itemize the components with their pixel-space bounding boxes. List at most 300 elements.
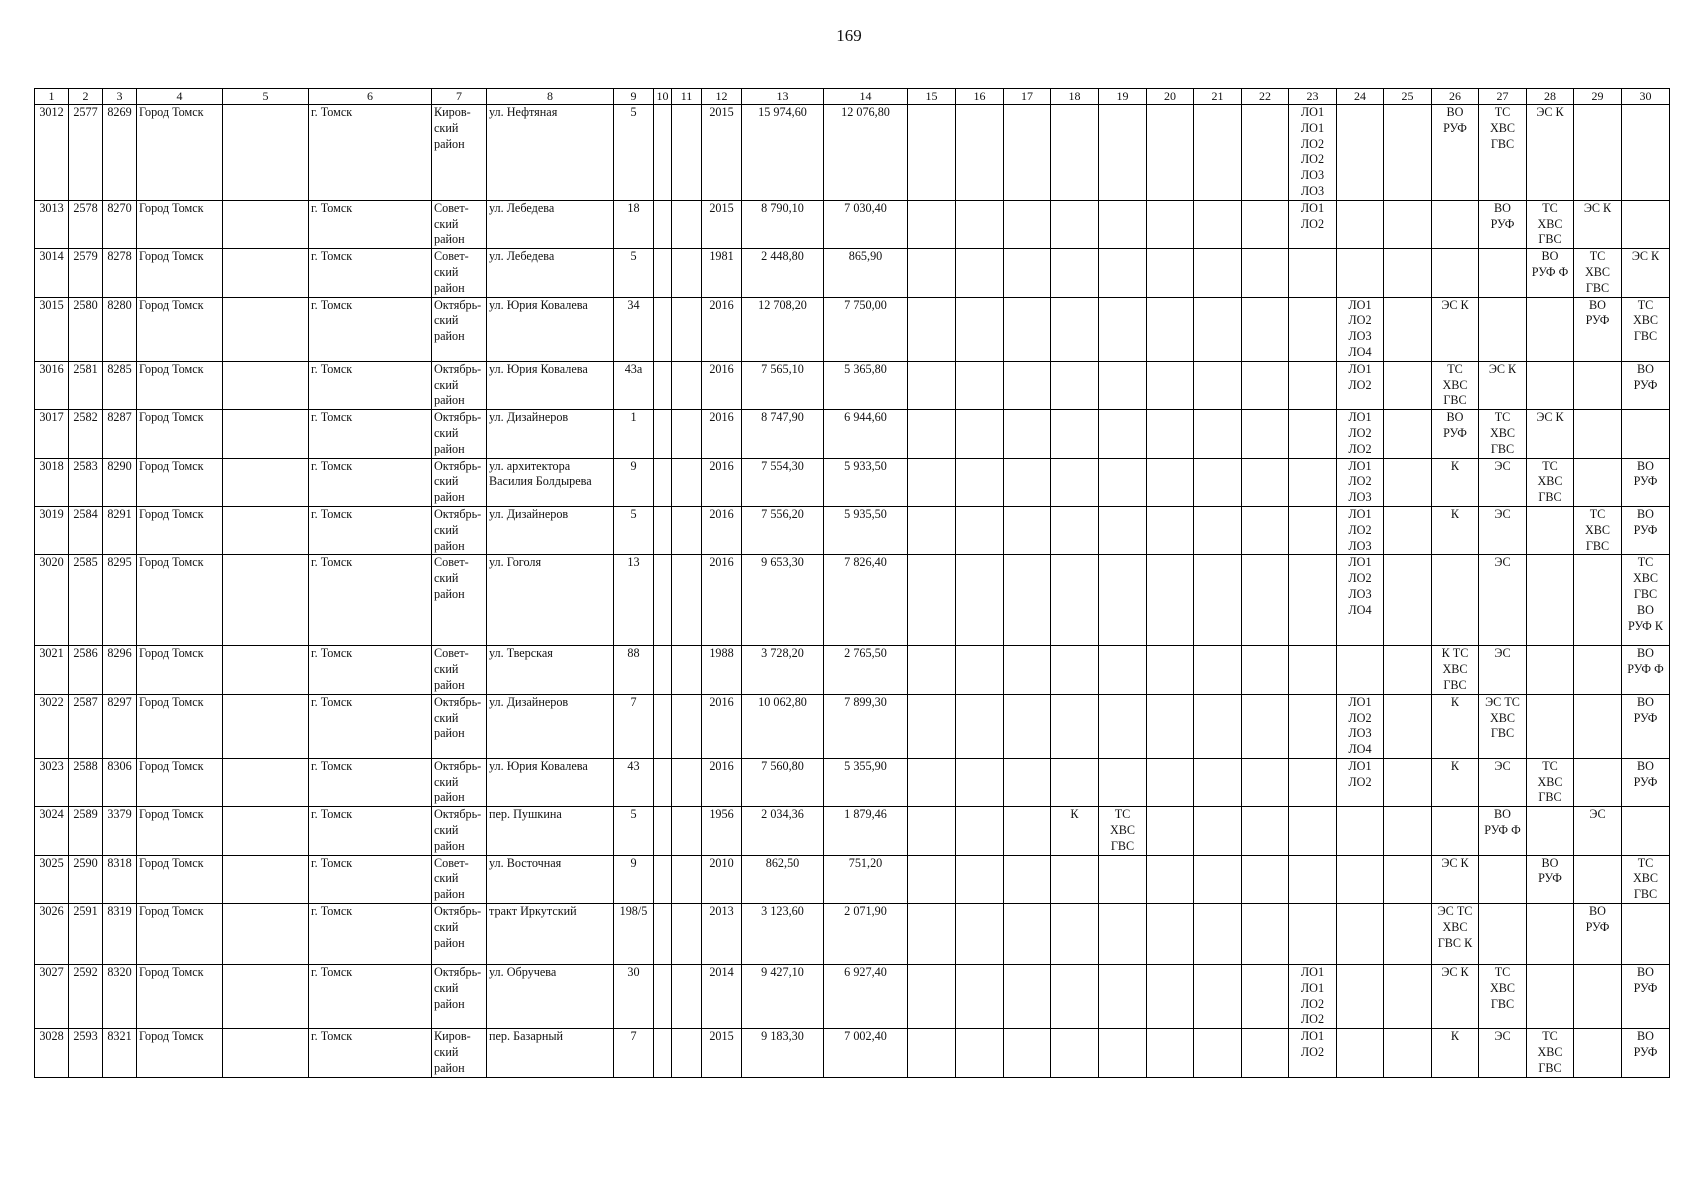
cell-col-11	[672, 249, 702, 297]
cell-col-8: ул. Юрия Ковалева	[487, 361, 614, 409]
cell-col-18	[1051, 758, 1099, 806]
cell-col-10	[654, 758, 672, 806]
cell-col-10	[654, 965, 672, 1029]
cell-col-5	[223, 646, 309, 694]
cell-col-25	[1384, 361, 1432, 409]
cell-col-5	[223, 200, 309, 248]
cell-col-25	[1384, 249, 1432, 297]
cell-col-29	[1574, 965, 1622, 1029]
column-header-7: 7	[432, 89, 487, 105]
cell-col-14: 5 355,90	[824, 758, 908, 806]
cell-col-22	[1242, 904, 1289, 965]
cell-col-18	[1051, 297, 1099, 361]
column-header-11: 11	[672, 89, 702, 105]
cell-col-22	[1242, 361, 1289, 409]
cell-col-25	[1384, 694, 1432, 758]
cell-col-21	[1194, 855, 1242, 903]
cell-col-19	[1099, 694, 1147, 758]
cell-col-4: Город Томск	[137, 904, 223, 965]
cell-col-19	[1099, 965, 1147, 1029]
cell-col-17	[1004, 646, 1051, 694]
cell-col-4: Город Томск	[137, 694, 223, 758]
cell-col-3: 8320	[103, 965, 137, 1029]
column-header-24: 24	[1337, 89, 1384, 105]
cell-col-22	[1242, 297, 1289, 361]
cell-col-5	[223, 555, 309, 646]
cell-col-27: ЭС К	[1479, 361, 1527, 409]
cell-col-24	[1337, 646, 1384, 694]
cell-col-4: Город Томск	[137, 410, 223, 458]
cell-col-4: Город Томск	[137, 965, 223, 1029]
cell-col-27: ВО РУФ	[1479, 200, 1527, 248]
cell-col-21	[1194, 249, 1242, 297]
cell-col-8: тракт Иркутский	[487, 904, 614, 965]
cell-col-20	[1147, 410, 1194, 458]
cell-col-6: г. Томск	[309, 904, 432, 965]
cell-col-7: Октябрь- ский район	[432, 361, 487, 409]
cell-col-19	[1099, 297, 1147, 361]
cell-col-1: 3026	[35, 904, 69, 965]
table-row	[35, 361, 1670, 409]
cell-col-29: ЭС К	[1574, 200, 1622, 248]
cell-col-10	[654, 646, 672, 694]
cell-col-15	[908, 694, 956, 758]
cell-col-17	[1004, 904, 1051, 965]
cell-col-11	[672, 105, 702, 201]
column-header-22: 22	[1242, 89, 1289, 105]
cell-col-17	[1004, 1029, 1051, 1077]
cell-col-4: Город Томск	[137, 506, 223, 554]
cell-col-27: ЭС	[1479, 758, 1527, 806]
cell-col-22	[1242, 855, 1289, 903]
cell-col-8: ул. Лебедева	[487, 249, 614, 297]
cell-col-26	[1432, 200, 1479, 248]
cell-col-1: 3020	[35, 555, 69, 646]
cell-col-14: 7 899,30	[824, 694, 908, 758]
cell-col-6: г. Томск	[309, 965, 432, 1029]
cell-col-1: 3014	[35, 249, 69, 297]
cell-col-5	[223, 105, 309, 201]
cell-col-17	[1004, 855, 1051, 903]
column-header-8: 8	[487, 89, 614, 105]
cell-col-19: ТС ХВС ГВС	[1099, 807, 1147, 855]
column-header-5: 5	[223, 89, 309, 105]
cell-col-19	[1099, 758, 1147, 806]
cell-col-10	[654, 807, 672, 855]
cell-col-29	[1574, 855, 1622, 903]
cell-col-19	[1099, 855, 1147, 903]
cell-col-24: ЛО1 ЛО2 ЛО3 ЛО4	[1337, 694, 1384, 758]
cell-col-17	[1004, 105, 1051, 201]
cell-col-30	[1622, 200, 1670, 248]
cell-col-25	[1384, 410, 1432, 458]
cell-col-3: 8269	[103, 105, 137, 201]
cell-col-2: 2582	[69, 410, 103, 458]
cell-col-30: ВО РУФ	[1622, 758, 1670, 806]
cell-col-1: 3015	[35, 297, 69, 361]
column-header-13: 13	[742, 89, 824, 105]
cell-col-2: 2584	[69, 506, 103, 554]
cell-col-26: К	[1432, 758, 1479, 806]
cell-col-13: 9 653,30	[742, 555, 824, 646]
cell-col-24	[1337, 965, 1384, 1029]
cell-col-24	[1337, 807, 1384, 855]
cell-col-25	[1384, 105, 1432, 201]
cell-col-29	[1574, 555, 1622, 646]
cell-col-12: 2016	[702, 555, 742, 646]
cell-col-2: 2593	[69, 1029, 103, 1077]
cell-col-5	[223, 410, 309, 458]
cell-col-10	[654, 855, 672, 903]
cell-col-14: 6 944,60	[824, 410, 908, 458]
cell-col-6: г. Томск	[309, 361, 432, 409]
cell-col-29	[1574, 410, 1622, 458]
cell-col-25	[1384, 506, 1432, 554]
cell-col-9: 43	[614, 758, 654, 806]
cell-col-19	[1099, 361, 1147, 409]
cell-col-17	[1004, 458, 1051, 506]
cell-col-5	[223, 506, 309, 554]
cell-col-1: 3024	[35, 807, 69, 855]
cell-col-20	[1147, 694, 1194, 758]
cell-col-23: ЛО1 ЛО1 ЛО2 ЛО2 ЛО3 ЛО3	[1289, 105, 1337, 201]
cell-col-14: 1 879,46	[824, 807, 908, 855]
cell-col-27: ЭС	[1479, 1029, 1527, 1077]
cell-col-3: 8296	[103, 646, 137, 694]
cell-col-23	[1289, 555, 1337, 646]
cell-col-2: 2585	[69, 555, 103, 646]
cell-col-18	[1051, 694, 1099, 758]
column-header-21: 21	[1194, 89, 1242, 105]
cell-col-15	[908, 361, 956, 409]
cell-col-18	[1051, 1029, 1099, 1077]
cell-col-18	[1051, 506, 1099, 554]
cell-col-4: Город Томск	[137, 646, 223, 694]
cell-col-23	[1289, 904, 1337, 965]
cell-col-3: 8297	[103, 694, 137, 758]
cell-col-24	[1337, 105, 1384, 201]
cell-col-14: 7 002,40	[824, 1029, 908, 1077]
cell-col-10	[654, 694, 672, 758]
cell-col-26: ЭС К	[1432, 965, 1479, 1029]
cell-col-4: Город Томск	[137, 105, 223, 201]
cell-col-15	[908, 200, 956, 248]
cell-col-9: 1	[614, 410, 654, 458]
cell-col-6: г. Томск	[309, 646, 432, 694]
cell-col-23	[1289, 458, 1337, 506]
cell-col-18	[1051, 410, 1099, 458]
cell-col-20	[1147, 758, 1194, 806]
cell-col-9: 18	[614, 200, 654, 248]
cell-col-16	[956, 807, 1004, 855]
cell-col-2: 2577	[69, 105, 103, 201]
cell-col-17	[1004, 807, 1051, 855]
cell-col-6: г. Томск	[309, 694, 432, 758]
cell-col-6: г. Томск	[309, 555, 432, 646]
cell-col-19	[1099, 105, 1147, 201]
cell-col-28	[1527, 297, 1574, 361]
column-header-29: 29	[1574, 89, 1622, 105]
cell-col-8: пер. Базарный	[487, 1029, 614, 1077]
cell-col-4: Город Томск	[137, 1029, 223, 1077]
cell-col-27: ВО РУФ Ф	[1479, 807, 1527, 855]
column-header-15: 15	[908, 89, 956, 105]
cell-col-21	[1194, 904, 1242, 965]
cell-col-2: 2589	[69, 807, 103, 855]
cell-col-1: 3021	[35, 646, 69, 694]
cell-col-3: 8287	[103, 410, 137, 458]
cell-col-5	[223, 361, 309, 409]
cell-col-23: ЛО1 ЛО2	[1289, 1029, 1337, 1077]
cell-col-19	[1099, 200, 1147, 248]
cell-col-2: 2580	[69, 297, 103, 361]
cell-col-14: 5 935,50	[824, 506, 908, 554]
cell-col-18	[1051, 965, 1099, 1029]
cell-col-7: Совет- ский район	[432, 855, 487, 903]
cell-col-25	[1384, 758, 1432, 806]
cell-col-1: 3013	[35, 200, 69, 248]
cell-col-24	[1337, 1029, 1384, 1077]
cell-col-11	[672, 855, 702, 903]
cell-col-11	[672, 694, 702, 758]
cell-col-24	[1337, 855, 1384, 903]
cell-col-11	[672, 965, 702, 1029]
cell-col-12: 2016	[702, 758, 742, 806]
cell-col-19	[1099, 904, 1147, 965]
cell-col-12: 2016	[702, 506, 742, 554]
cell-col-9: 198/5	[614, 904, 654, 965]
cell-col-1: 3018	[35, 458, 69, 506]
cell-col-17	[1004, 555, 1051, 646]
cell-col-20	[1147, 506, 1194, 554]
cell-col-9: 88	[614, 646, 654, 694]
cell-col-6: г. Томск	[309, 410, 432, 458]
cell-col-7: Октябрь- ский район	[432, 965, 487, 1029]
cell-col-6: г. Томск	[309, 105, 432, 201]
cell-col-16	[956, 297, 1004, 361]
cell-col-30: ВО РУФ	[1622, 1029, 1670, 1077]
column-header-2: 2	[69, 89, 103, 105]
column-header-26: 26	[1432, 89, 1479, 105]
cell-col-30: ВО РУФ	[1622, 361, 1670, 409]
cell-col-28	[1527, 361, 1574, 409]
cell-col-18	[1051, 555, 1099, 646]
cell-col-30: ТС ХВС ГВС	[1622, 297, 1670, 361]
cell-col-23	[1289, 297, 1337, 361]
page-number: 169	[836, 26, 862, 45]
cell-col-13: 862,50	[742, 855, 824, 903]
cell-col-15	[908, 646, 956, 694]
cell-col-7: Совет- ский район	[432, 200, 487, 248]
cell-col-20	[1147, 249, 1194, 297]
cell-col-9: 9	[614, 458, 654, 506]
cell-col-24: ЛО1 ЛО2 ЛО3	[1337, 458, 1384, 506]
cell-col-22	[1242, 646, 1289, 694]
cell-col-10	[654, 1029, 672, 1077]
table-row	[35, 1029, 1670, 1077]
cell-col-17	[1004, 758, 1051, 806]
cell-col-23	[1289, 807, 1337, 855]
table-row	[35, 200, 1670, 248]
cell-col-9: 30	[614, 965, 654, 1029]
cell-col-3: 3379	[103, 807, 137, 855]
cell-col-2: 2578	[69, 200, 103, 248]
cell-col-22	[1242, 807, 1289, 855]
cell-col-11	[672, 297, 702, 361]
column-header-6: 6	[309, 89, 432, 105]
table-row	[35, 646, 1670, 694]
cell-col-21	[1194, 965, 1242, 1029]
cell-col-5	[223, 904, 309, 965]
cell-col-16	[956, 506, 1004, 554]
cell-col-8: ул. Обручева	[487, 965, 614, 1029]
column-header-23: 23	[1289, 89, 1337, 105]
cell-col-10	[654, 506, 672, 554]
cell-col-6: г. Томск	[309, 855, 432, 903]
cell-col-2: 2590	[69, 855, 103, 903]
cell-col-13: 3 728,20	[742, 646, 824, 694]
cell-col-16	[956, 105, 1004, 201]
cell-col-28	[1527, 965, 1574, 1029]
cell-col-13: 2 448,80	[742, 249, 824, 297]
cell-col-30: ТС ХВС ГВС ВО РУФ К	[1622, 555, 1670, 646]
cell-col-28	[1527, 904, 1574, 965]
cell-col-25	[1384, 855, 1432, 903]
cell-col-15	[908, 458, 956, 506]
cell-col-7: Октябрь- ский район	[432, 758, 487, 806]
cell-col-18	[1051, 200, 1099, 248]
cell-col-28: ТС ХВС ГВС	[1527, 200, 1574, 248]
cell-col-30: ВО РУФ Ф	[1622, 646, 1670, 694]
cell-col-8: ул. Дизайнеров	[487, 694, 614, 758]
cell-col-23	[1289, 855, 1337, 903]
cell-col-18	[1051, 105, 1099, 201]
cell-col-24: ЛО1 ЛО2	[1337, 758, 1384, 806]
cell-col-28: ЭС К	[1527, 105, 1574, 201]
cell-col-14: 2 765,50	[824, 646, 908, 694]
cell-col-16	[956, 410, 1004, 458]
cell-col-11	[672, 758, 702, 806]
cell-col-19	[1099, 1029, 1147, 1077]
cell-col-6: г. Томск	[309, 458, 432, 506]
cell-col-17	[1004, 361, 1051, 409]
cell-col-20	[1147, 105, 1194, 201]
cell-col-12: 2015	[702, 200, 742, 248]
cell-col-2: 2579	[69, 249, 103, 297]
cell-col-27: ТС ХВС ГВС	[1479, 965, 1527, 1029]
cell-col-7: Октябрь- ский район	[432, 807, 487, 855]
cell-col-2: 2592	[69, 965, 103, 1029]
cell-col-4: Город Томск	[137, 555, 223, 646]
cell-col-26: ЭС К	[1432, 855, 1479, 903]
cell-col-23	[1289, 410, 1337, 458]
cell-col-12: 2016	[702, 361, 742, 409]
cell-col-15	[908, 410, 956, 458]
cell-col-25	[1384, 200, 1432, 248]
cell-col-3: 8291	[103, 506, 137, 554]
cell-col-19	[1099, 555, 1147, 646]
cell-col-11	[672, 200, 702, 248]
cell-col-13: 8 747,90	[742, 410, 824, 458]
cell-col-29: ЭС	[1574, 807, 1622, 855]
cell-col-29	[1574, 361, 1622, 409]
cell-col-21	[1194, 297, 1242, 361]
cell-col-5	[223, 249, 309, 297]
cell-col-29	[1574, 458, 1622, 506]
cell-col-20	[1147, 361, 1194, 409]
cell-col-17	[1004, 506, 1051, 554]
header-row	[35, 89, 1670, 105]
cell-col-4: Город Томск	[137, 297, 223, 361]
cell-col-1: 3025	[35, 855, 69, 903]
cell-col-10	[654, 105, 672, 201]
cell-col-1: 3019	[35, 506, 69, 554]
column-header-9: 9	[614, 89, 654, 105]
table-row	[35, 105, 1670, 201]
cell-col-23	[1289, 646, 1337, 694]
table-row	[35, 458, 1670, 506]
cell-col-3: 8270	[103, 200, 137, 248]
cell-col-30: ВО РУФ	[1622, 694, 1670, 758]
cell-col-29	[1574, 758, 1622, 806]
cell-col-26: ЭС ТС ХВС ГВС К	[1432, 904, 1479, 965]
cell-col-25	[1384, 1029, 1432, 1077]
cell-col-28	[1527, 807, 1574, 855]
cell-col-26: К	[1432, 1029, 1479, 1077]
column-header-27: 27	[1479, 89, 1527, 105]
cell-col-8: ул. Тверская	[487, 646, 614, 694]
cell-col-26: ВО РУФ	[1432, 105, 1479, 201]
cell-col-13: 9 183,30	[742, 1029, 824, 1077]
cell-col-26: К	[1432, 458, 1479, 506]
cell-col-3: 8318	[103, 855, 137, 903]
cell-col-28: ТС ХВС ГВС	[1527, 1029, 1574, 1077]
column-header-17: 17	[1004, 89, 1051, 105]
cell-col-18	[1051, 646, 1099, 694]
cell-col-15	[908, 249, 956, 297]
cell-col-13: 12 708,20	[742, 297, 824, 361]
cell-col-25	[1384, 297, 1432, 361]
cell-col-16	[956, 249, 1004, 297]
cell-col-12: 2016	[702, 410, 742, 458]
cell-col-13: 2 034,36	[742, 807, 824, 855]
cell-col-20	[1147, 458, 1194, 506]
cell-col-23: ЛО1 ЛО1 ЛО2 ЛО2	[1289, 965, 1337, 1029]
cell-col-24: ЛО1 ЛО2 ЛО3	[1337, 506, 1384, 554]
cell-col-26: ВО РУФ	[1432, 410, 1479, 458]
cell-col-11	[672, 904, 702, 965]
cell-col-4: Город Томск	[137, 458, 223, 506]
cell-col-19	[1099, 249, 1147, 297]
cell-col-22	[1242, 458, 1289, 506]
cell-col-18	[1051, 855, 1099, 903]
cell-col-30	[1622, 410, 1670, 458]
cell-col-10	[654, 249, 672, 297]
cell-col-28	[1527, 555, 1574, 646]
cell-col-16	[956, 758, 1004, 806]
cell-col-29	[1574, 694, 1622, 758]
cell-col-7: Киров- ский район	[432, 105, 487, 201]
cell-col-29: ТС ХВС ГВС	[1574, 506, 1622, 554]
cell-col-27: ЭС	[1479, 646, 1527, 694]
cell-col-7: Октябрь- ский район	[432, 506, 487, 554]
cell-col-14: 7 030,40	[824, 200, 908, 248]
cell-col-15	[908, 965, 956, 1029]
cell-col-10	[654, 361, 672, 409]
cell-col-29: ВО РУФ	[1574, 904, 1622, 965]
cell-col-11	[672, 1029, 702, 1077]
cell-col-3: 8306	[103, 758, 137, 806]
